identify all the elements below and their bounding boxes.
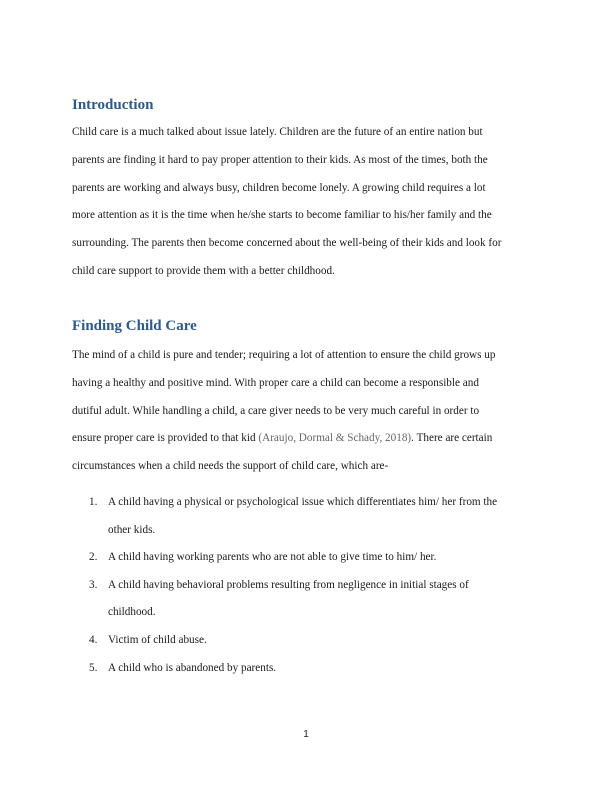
list-item-line: Victim of child abuse. [108, 633, 207, 646]
list-item-number: 1. [89, 496, 98, 508]
list-item-line: A child having behavioral problems resulting from negligence in initial stages of [108, 578, 469, 591]
paragraph-line: parents are finding it hard to pay proper attention to their kids. As most of the times, both the [72, 153, 488, 166]
list-item-text [108, 544, 612, 572]
list-item-line: childhood. [108, 606, 156, 619]
list-item [0, 655, 612, 683]
section-heading-introduction: Introduction [72, 97, 154, 113]
introduction-paragraph [72, 119, 542, 286]
list-item [0, 489, 612, 544]
citation-line-text-before: ensure proper care is provided to that kid [72, 432, 259, 445]
citation: (Araujo, Dormal & Schady, 2018) [258, 432, 412, 445]
paragraph-line: circumstances when a child needs the support of child care, which are- [72, 460, 389, 473]
paragraph-line: more attention as it is the time when he/she starts to become familiar to his/her family and the [72, 209, 492, 222]
finding-child-care-paragraph [72, 342, 542, 481]
list-item-number: 4. [89, 633, 98, 646]
paragraph-line-with-citation [72, 425, 542, 453]
list-item [0, 544, 612, 572]
list-item-number: 2. [89, 551, 98, 564]
paragraph-line: dutiful adult. While handling a child, a care giver needs to be very much careful in order to [72, 404, 480, 417]
paragraph-line: surrounding. The parents then become concerned about the well-being of their kids and look for [72, 237, 502, 250]
list-item-line: A child who is abandoned by parents. [108, 661, 277, 674]
list-item [0, 627, 612, 655]
paragraph-line: The mind of a child is pure and tender; requiring a lot of attention to ensure the child grows up [72, 349, 496, 361]
list-item-number: 5. [89, 661, 98, 674]
paragraph-line: Child care is a much talked about issue lately. Children are the future of an entire nation but [72, 126, 483, 138]
list-item-line: A child having a physical or psychological issue which differentiates him/ her from the [108, 496, 498, 508]
list-item-text [108, 655, 612, 683]
list-item-text [108, 627, 612, 655]
paragraph-line: parents are working and always busy, children become lonely. A growing child requires a lot [72, 181, 486, 194]
section-heading-finding-child-care: Finding Child Care [72, 318, 197, 334]
list-item-number: 3. [89, 578, 98, 591]
paragraph-line: child care support to provide them with a better childhood. [72, 264, 335, 277]
list-item-line: other kids. [108, 523, 156, 536]
list-item-text [108, 572, 612, 627]
page-number: 1 [303, 729, 309, 740]
list-item [0, 572, 612, 627]
paragraph-line: having a healthy and positive mind. With proper care a child can become a responsible and [72, 376, 479, 389]
list-item-line: A child having working parents who are not able to give time to him/ her. [108, 551, 437, 564]
circumstances-list [0, 489, 612, 682]
citation-line-text-after: . There are certain [411, 432, 493, 445]
list-item-text [108, 489, 612, 544]
